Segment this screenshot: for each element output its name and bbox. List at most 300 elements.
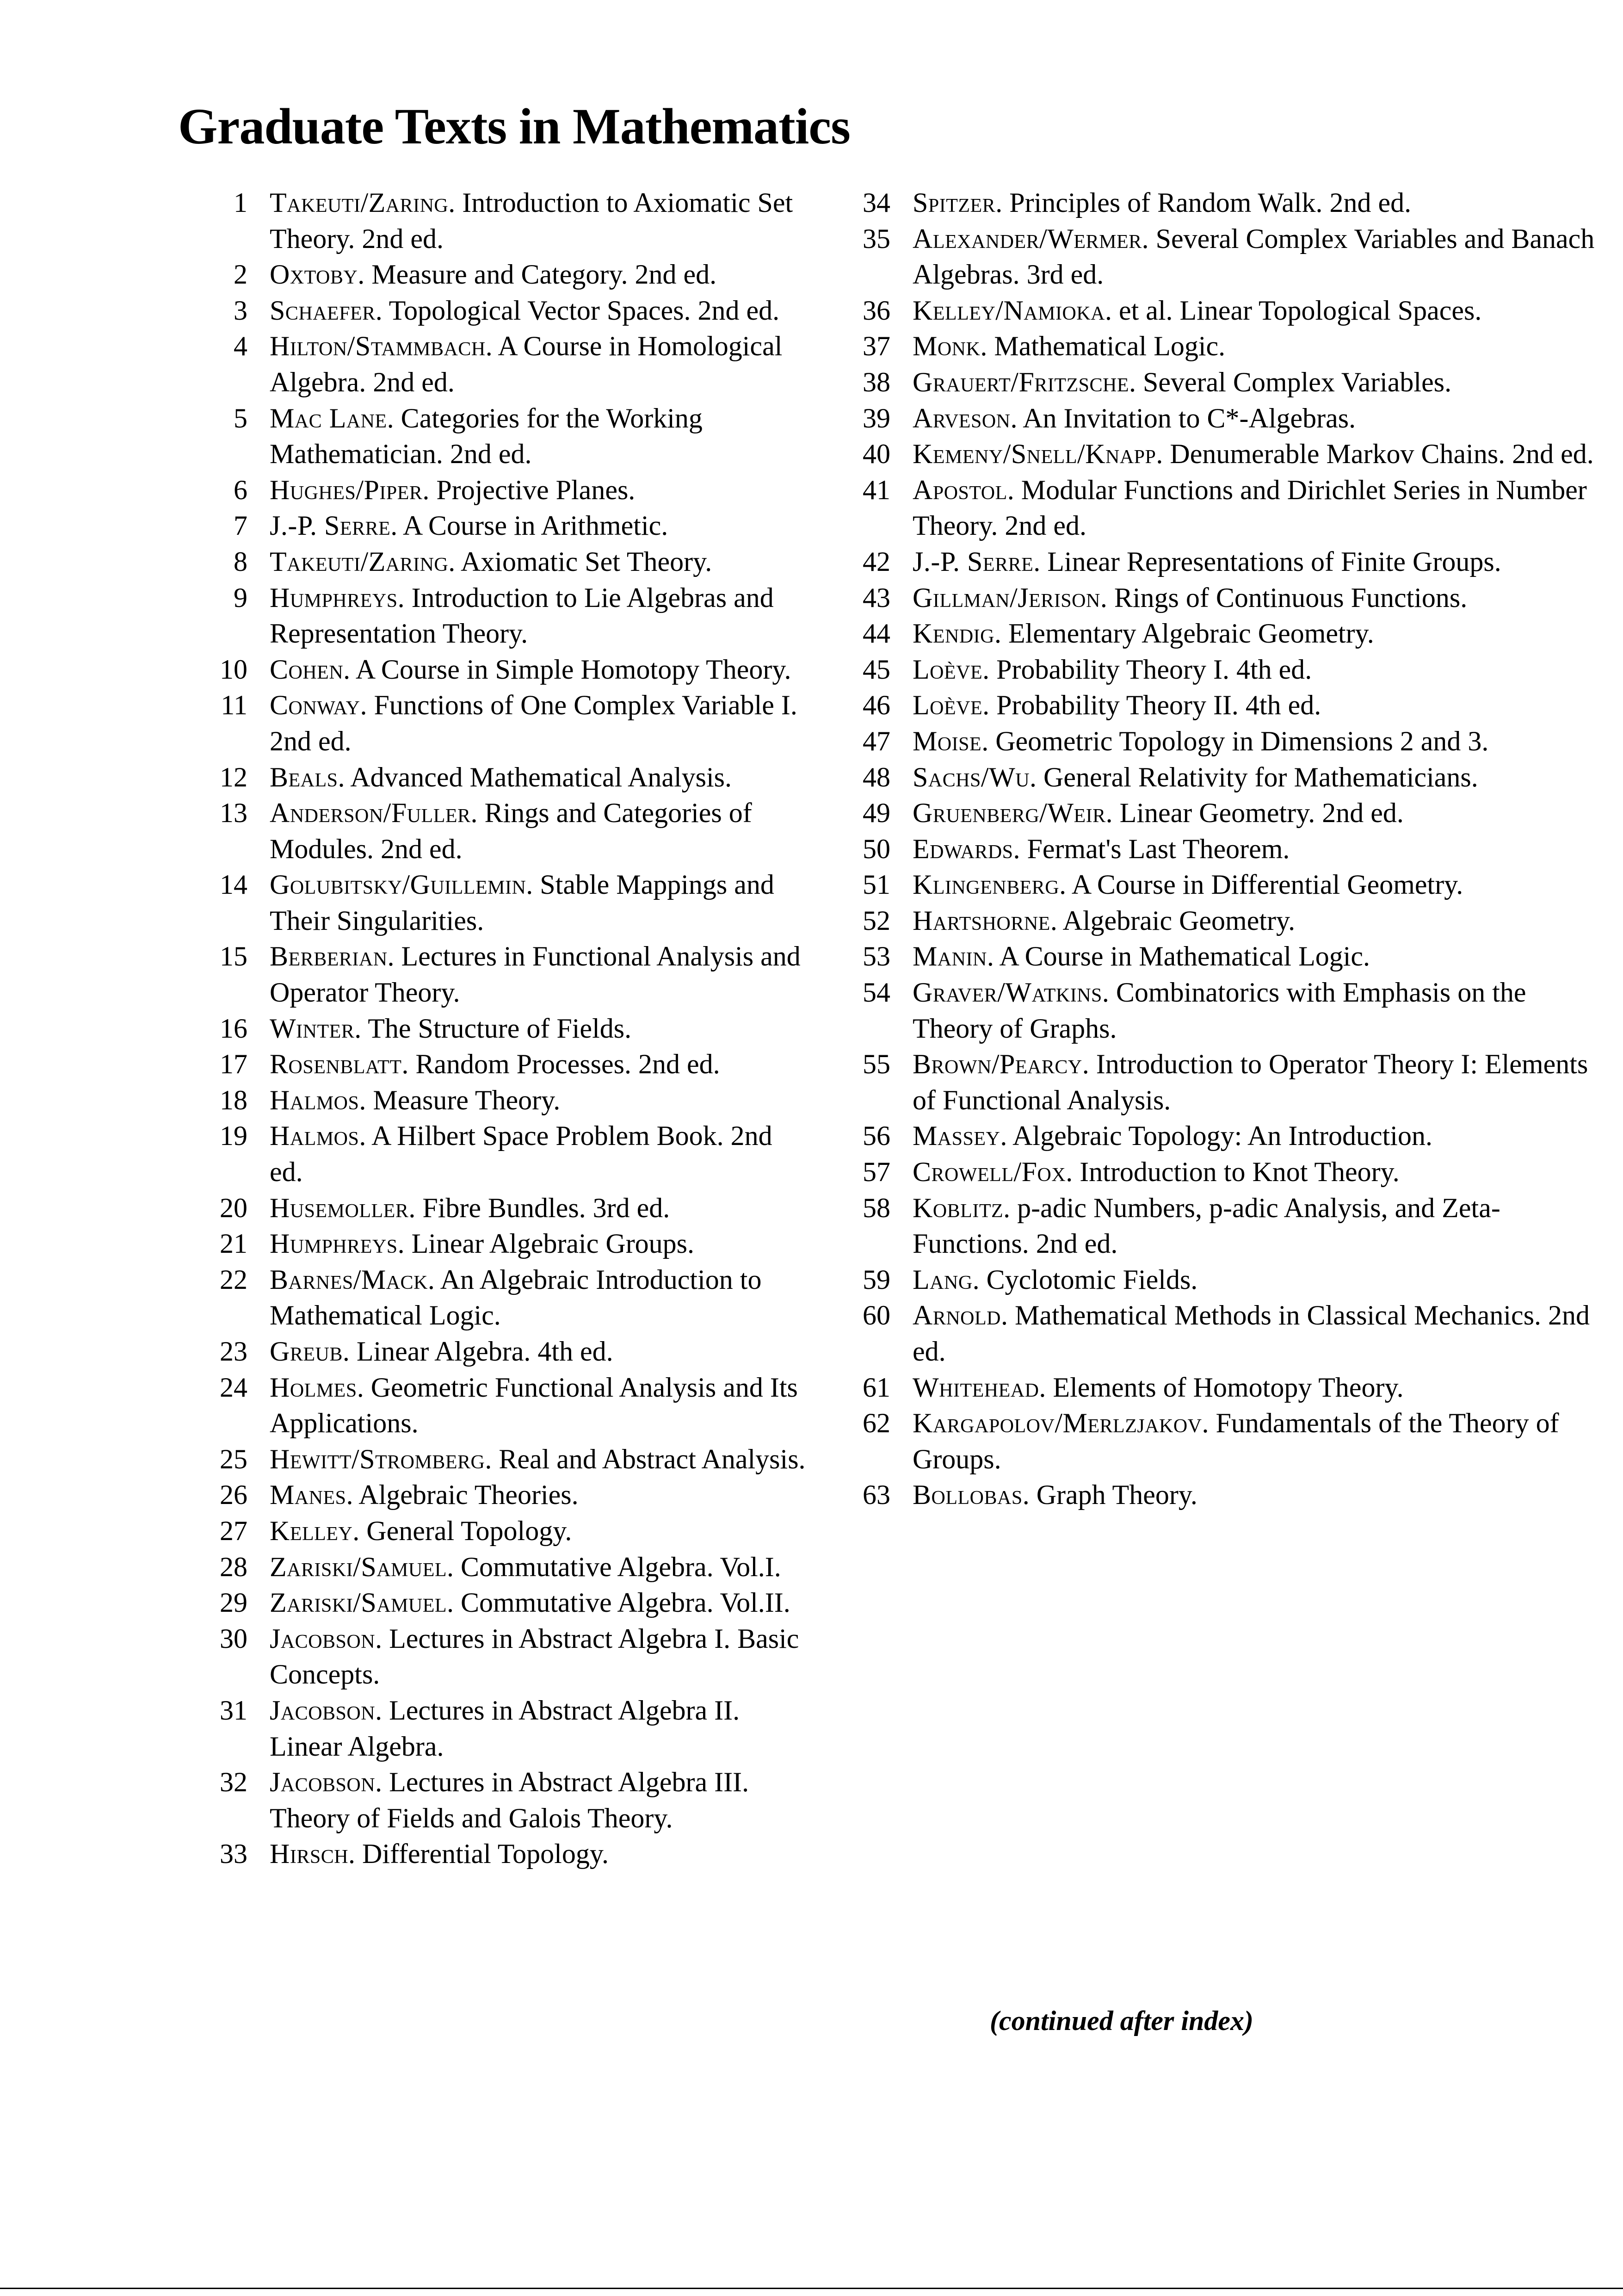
volume-number: 40 xyxy=(863,439,890,470)
book-title: Probability Theory II. 4th ed. xyxy=(996,690,1321,721)
list-item xyxy=(835,652,1603,688)
book-author: Kendig xyxy=(913,618,994,649)
volume-number: 53 xyxy=(863,941,890,972)
volume-number: 12 xyxy=(220,761,247,792)
author-separator: . xyxy=(348,1838,363,1869)
list-item xyxy=(835,1405,1603,1477)
list-item xyxy=(835,1190,1603,1262)
volume-number: 8 xyxy=(234,546,247,577)
list-item xyxy=(835,939,1603,975)
book-author: Humphreys xyxy=(270,582,398,613)
author-separator: . xyxy=(1039,1372,1053,1403)
book-title: Stable Mappings and Their Singularities. xyxy=(270,869,774,936)
book-author: Arnold xyxy=(913,1300,1001,1331)
volume-number: 19 xyxy=(220,1120,247,1151)
book-entry xyxy=(913,1046,1603,1118)
book-entry xyxy=(270,1226,807,1262)
volume-number: 30 xyxy=(220,1623,247,1654)
book-title: Principles of Random Walk. 2nd ed. xyxy=(1009,187,1412,218)
list-item xyxy=(192,1621,807,1693)
book-author: Anderson/Fuller xyxy=(270,798,471,829)
list-item xyxy=(835,185,1603,221)
book-title: General Topology. xyxy=(366,1515,572,1546)
volume-number: 58 xyxy=(863,1192,890,1223)
book-author: Jacobson xyxy=(270,1767,376,1798)
book-entry xyxy=(270,1836,807,1872)
volume-number: 32 xyxy=(220,1767,247,1798)
volume-number: 7 xyxy=(234,510,247,541)
book-author: Klingenberg xyxy=(913,869,1060,900)
volume-number: 52 xyxy=(863,905,890,936)
author-separator: . xyxy=(1202,1408,1216,1439)
book-author: Schaefer xyxy=(270,295,376,326)
book-entry xyxy=(270,1621,807,1693)
list-item xyxy=(192,687,807,759)
volume-number: 36 xyxy=(863,295,890,326)
book-title: Lectures in Abstract Algebra III. Theory of Fields and Galois Theory. xyxy=(270,1767,749,1833)
book-entry xyxy=(913,544,1603,580)
author-separator: . xyxy=(994,618,1008,649)
author-separator: . xyxy=(346,1479,359,1510)
book-entry xyxy=(913,760,1603,796)
author-separator: . xyxy=(447,1551,461,1582)
list-item xyxy=(192,939,807,1010)
volume-number: 39 xyxy=(863,402,890,433)
book-author: Halmos xyxy=(270,1084,359,1115)
volume-number: 13 xyxy=(220,798,247,829)
author-separator: . xyxy=(1142,223,1156,254)
book-entry xyxy=(913,221,1603,293)
volume-number: 38 xyxy=(863,366,890,397)
list-item xyxy=(192,580,807,652)
author-separator: . xyxy=(1102,977,1116,1008)
list-item xyxy=(835,903,1603,939)
author-separator: . xyxy=(1066,1157,1080,1188)
list-item xyxy=(192,1836,807,1872)
author-separator: . xyxy=(357,1372,371,1403)
volume-number: 10 xyxy=(220,654,247,685)
book-title: Cyclotomic Fields. xyxy=(986,1264,1198,1295)
list-item xyxy=(835,760,1603,796)
book-title: Elements of Homotopy Theory. xyxy=(1053,1372,1404,1403)
book-author: Koblitz xyxy=(913,1192,1004,1223)
author-separator: . xyxy=(387,402,401,433)
book-author: Hartshorne xyxy=(913,905,1050,936)
list-item xyxy=(192,795,807,867)
volume-number: 51 xyxy=(863,869,890,900)
book-author: Arveson xyxy=(913,402,1011,433)
book-author: Takeuti/Zaring xyxy=(270,546,449,577)
volume-number: 26 xyxy=(220,1479,247,1510)
book-author: Loève xyxy=(913,654,983,685)
book-title: Functions of One Complex Variable I. 2nd ed. xyxy=(270,690,797,756)
book-title: An Algebraic Introduction to Mathematical Logic. xyxy=(270,1264,762,1331)
list-item xyxy=(835,472,1603,544)
list-item xyxy=(835,365,1603,401)
book-author: Golubitsky/Guillemin xyxy=(270,869,526,900)
book-entry xyxy=(913,1370,1603,1406)
book-entry xyxy=(270,1442,807,1478)
book-entry xyxy=(270,1513,807,1549)
book-title: Fibre Bundles. 3rd ed. xyxy=(422,1192,670,1223)
book-title: Introduction to Knot Theory. xyxy=(1080,1157,1400,1188)
book-title: Axiomatic Set Theory. xyxy=(460,546,712,577)
book-title: An Invitation to C*-Algebras. xyxy=(1023,402,1356,433)
book-entry xyxy=(913,365,1603,401)
author-separator: . xyxy=(390,510,403,541)
book-author: Halmos xyxy=(270,1120,359,1151)
author-separator: . xyxy=(338,761,351,792)
author-separator: . xyxy=(526,869,540,900)
book-entry xyxy=(913,1477,1603,1513)
volume-number: 56 xyxy=(863,1120,890,1151)
book-entry xyxy=(913,1154,1603,1190)
volume-number: 33 xyxy=(220,1838,247,1869)
book-author: Cohen xyxy=(270,654,344,685)
author-separator: . xyxy=(1007,474,1021,505)
volume-number: 55 xyxy=(863,1049,890,1080)
book-entry xyxy=(270,1764,807,1836)
list-item xyxy=(835,1262,1603,1298)
volume-number: 41 xyxy=(863,474,890,505)
list-item xyxy=(192,1190,807,1226)
author-separator: . xyxy=(1033,546,1048,577)
list-item xyxy=(192,1442,807,1478)
volume-number: 54 xyxy=(863,977,890,1008)
book-entry xyxy=(913,328,1603,365)
list-item xyxy=(192,1477,807,1513)
author-separator: . xyxy=(470,798,485,829)
author-separator: . xyxy=(980,331,994,362)
book-entry xyxy=(913,687,1603,724)
list-item xyxy=(192,293,807,329)
book-title: A Course in Simple Homotopy Theory. xyxy=(355,654,791,685)
author-separator: . xyxy=(358,259,372,290)
list-item xyxy=(835,1477,1603,1513)
book-title: Combinatorics with Emphasis on the Theory of Graphs. xyxy=(913,977,1526,1044)
list-item xyxy=(192,1549,807,1585)
book-title: Linear Algebra. 4th ed. xyxy=(356,1336,613,1367)
author-separator: . xyxy=(987,941,1000,972)
author-separator: . xyxy=(397,582,412,613)
volume-number: 24 xyxy=(220,1372,247,1403)
book-entry xyxy=(270,687,807,759)
book-title: Linear Geometry. 2nd ed. xyxy=(1119,798,1404,829)
book-author: Whitehead xyxy=(913,1372,1039,1403)
list-item xyxy=(835,544,1603,580)
list-item xyxy=(835,328,1603,365)
list-item xyxy=(192,1011,807,1047)
author-separator: . xyxy=(972,1264,987,1295)
book-entry xyxy=(270,1262,807,1334)
volume-number: 14 xyxy=(220,869,247,900)
book-entry xyxy=(270,867,807,939)
author-separator: . xyxy=(352,1515,367,1546)
volume-number: 44 xyxy=(863,618,890,649)
book-title: A Course in Arithmetic. xyxy=(402,510,668,541)
book-entry xyxy=(270,293,807,329)
book-author: Humphreys xyxy=(270,1228,398,1259)
book-entry xyxy=(913,401,1603,437)
book-title: Lectures in Functional Analysis and Operator Theory. xyxy=(270,941,801,1008)
volume-number: 31 xyxy=(220,1695,247,1726)
book-entry xyxy=(270,1370,807,1442)
author-separator: . xyxy=(375,295,389,326)
book-entry xyxy=(270,472,807,508)
book-title: The Structure of Fields. xyxy=(368,1013,632,1044)
book-title: Commutative Algebra. Vol.II. xyxy=(461,1587,790,1618)
list-item xyxy=(192,760,807,796)
book-title: Differential Topology. xyxy=(362,1838,609,1869)
author-separator: . xyxy=(1082,1049,1096,1080)
list-item xyxy=(835,975,1603,1046)
list-item xyxy=(835,1154,1603,1190)
book-title: Lectures in Abstract Algebra I. Basic Concepts. xyxy=(270,1623,799,1690)
book-title: General Relativity for Mathematicians. xyxy=(1043,761,1478,792)
book-author: Loève xyxy=(913,690,983,721)
book-entry xyxy=(913,472,1603,544)
author-separator: . xyxy=(360,690,374,721)
book-author: Gruenberg/Weir xyxy=(913,798,1106,829)
volume-number: 42 xyxy=(863,546,890,577)
list-item xyxy=(835,401,1603,437)
author-separator: . xyxy=(1013,833,1027,864)
list-item xyxy=(192,544,807,580)
book-entry xyxy=(913,795,1603,831)
book-title: Elementary Algebraic Geometry. xyxy=(1008,618,1374,649)
list-item xyxy=(192,185,807,257)
list-item xyxy=(192,508,807,544)
author-separator: . xyxy=(375,1695,389,1726)
book-title: Topological Vector Spaces. 2nd ed. xyxy=(389,295,780,326)
book-entry xyxy=(270,939,807,1010)
book-title: Commutative Algebra. Vol.I. xyxy=(461,1551,781,1582)
list-item xyxy=(835,867,1603,903)
book-entry xyxy=(270,795,807,867)
book-title: Advanced Mathematical Analysis. xyxy=(350,761,732,792)
book-title: et al. Linear Topological Spaces. xyxy=(1118,295,1482,326)
book-entry xyxy=(270,580,807,652)
volume-number: 62 xyxy=(863,1408,890,1439)
book-entry xyxy=(270,1693,807,1764)
volume-number: 45 xyxy=(863,654,890,685)
book-author: Hewitt/Stromberg xyxy=(270,1443,485,1474)
list-item xyxy=(835,1298,1603,1369)
list-item xyxy=(835,436,1603,472)
book-author: Apostol xyxy=(913,474,1007,505)
list-item xyxy=(835,1046,1603,1118)
book-author: Hirsch xyxy=(270,1838,349,1869)
book-title: Algebraic Geometry. xyxy=(1062,905,1296,936)
volume-number: 35 xyxy=(863,223,890,254)
book-entry xyxy=(913,724,1603,760)
continued-note: (continued after index) xyxy=(990,2005,1253,2036)
book-entry xyxy=(270,1011,807,1047)
author-separator: . xyxy=(485,331,498,362)
book-author: Husemoller xyxy=(270,1192,409,1223)
volume-number: 60 xyxy=(863,1300,890,1331)
list-item xyxy=(192,1693,807,1764)
volume-number: 21 xyxy=(220,1228,247,1259)
list-item xyxy=(835,1370,1603,1406)
book-title: Mathematical Logic. xyxy=(994,331,1226,362)
list-item xyxy=(835,687,1603,724)
book-entry xyxy=(270,652,807,688)
author-separator: . xyxy=(408,1192,423,1223)
book-author: Jacobson xyxy=(270,1623,376,1654)
volume-number: 9 xyxy=(234,582,247,613)
volume-number: 17 xyxy=(220,1049,247,1080)
volume-number: 22 xyxy=(220,1264,247,1295)
book-author: Zariski/Samuel xyxy=(270,1587,447,1618)
book-title: Geometric Functional Analysis and Its Applications. xyxy=(270,1372,798,1439)
author-separator: . xyxy=(995,187,1010,218)
book-author: Jacobson xyxy=(270,1695,376,1726)
book-title: Mathematical Methods in Classical Mechanics. 2nd ed. xyxy=(913,1300,1590,1367)
list-item xyxy=(192,1046,807,1083)
author-separator: . xyxy=(354,1013,368,1044)
author-separator: . xyxy=(401,1049,416,1080)
book-title: Rings of Continuous Functions. xyxy=(1114,582,1468,613)
author-separator: . xyxy=(1010,402,1023,433)
book-entry xyxy=(913,293,1603,329)
author-separator: . xyxy=(387,941,401,972)
list-item xyxy=(192,1226,807,1262)
book-title: Projective Planes. xyxy=(436,474,636,505)
list-item xyxy=(835,616,1603,652)
book-entry xyxy=(913,185,1603,221)
volume-number: 34 xyxy=(863,187,890,218)
author-separator: . xyxy=(1003,1192,1018,1223)
author-separator: . xyxy=(1105,798,1120,829)
book-author: Conway xyxy=(270,690,360,721)
list-item xyxy=(835,293,1603,329)
book-title: Linear Representations of Finite Groups. xyxy=(1047,546,1501,577)
list-item xyxy=(192,472,807,508)
book-author: Rosenblatt xyxy=(270,1049,402,1080)
author-separator: . xyxy=(447,1587,461,1618)
book-entry xyxy=(270,544,807,580)
author-separator: . xyxy=(1022,1479,1037,1510)
book-title: Modular Functions and Dirichlet Series in Number Theory. 2nd ed. xyxy=(913,474,1587,541)
volume-number: 11 xyxy=(221,690,247,721)
author-separator: . xyxy=(448,187,463,218)
author-separator: . xyxy=(427,1264,440,1295)
book-author: Takeuti/Zaring xyxy=(270,187,449,218)
book-entry xyxy=(913,867,1603,903)
book-author: Manes xyxy=(270,1479,346,1510)
author-separator: . xyxy=(375,1623,389,1654)
author-separator: . xyxy=(485,1443,499,1474)
book-author: Kelley xyxy=(270,1515,353,1546)
book-entry xyxy=(270,508,807,544)
volume-number: 57 xyxy=(863,1157,890,1188)
volume-number: 6 xyxy=(234,474,247,505)
book-entry xyxy=(913,616,1603,652)
book-title: Introduction to Lie Algebras and Representation Theory. xyxy=(270,582,774,649)
book-author: Bollobas xyxy=(913,1479,1023,1510)
author-separator: . xyxy=(343,654,356,685)
book-entry xyxy=(270,1334,807,1370)
author-separator: . xyxy=(1050,905,1063,936)
author-separator: . xyxy=(342,1336,357,1367)
book-author: Kargapolov/Merlzjakov xyxy=(913,1408,1202,1439)
series-list-right xyxy=(835,185,1603,1513)
list-item xyxy=(192,1764,807,1836)
book-author: Holmes xyxy=(270,1372,357,1403)
author-separator: . xyxy=(1156,439,1170,470)
book-title: A Hilbert Space Problem Book. 2nd ed. xyxy=(270,1120,772,1188)
book-entry xyxy=(270,257,807,293)
list-item xyxy=(835,795,1603,831)
list-item xyxy=(192,1118,807,1190)
book-entry xyxy=(270,401,807,472)
book-entry xyxy=(270,1046,807,1083)
book-author: Lang xyxy=(913,1264,973,1295)
book-author: Crowell/Fox xyxy=(913,1157,1066,1188)
book-author: Brown/Pearcy xyxy=(913,1049,1082,1080)
book-author: Kemeny/Snell/Knapp xyxy=(913,439,1156,470)
book-entry xyxy=(913,1405,1603,1477)
book-author: Berberian xyxy=(270,941,388,972)
volume-number: 48 xyxy=(863,761,890,792)
list-item xyxy=(192,1513,807,1549)
author-separator: . xyxy=(1000,1120,1013,1151)
list-item xyxy=(835,580,1603,616)
volume-number: 47 xyxy=(863,725,890,756)
volume-number: 59 xyxy=(863,1264,890,1295)
book-entry xyxy=(913,1298,1603,1369)
book-title: Probability Theory I. 4th ed. xyxy=(996,654,1312,685)
list-item xyxy=(192,1585,807,1621)
list-item xyxy=(192,652,807,688)
volume-number: 37 xyxy=(863,331,890,362)
book-author: Winter xyxy=(270,1013,355,1044)
list-item xyxy=(835,221,1603,293)
author-separator: . xyxy=(448,546,461,577)
book-author: Gillman/Jerison xyxy=(913,582,1100,613)
book-author: Monk xyxy=(913,331,981,362)
volume-number: 2 xyxy=(234,259,247,290)
volume-number: 43 xyxy=(863,582,890,613)
book-entry xyxy=(913,831,1603,867)
list-item xyxy=(835,724,1603,760)
book-entry xyxy=(913,903,1603,939)
volume-number: 27 xyxy=(220,1515,247,1546)
book-title: p-adic Numbers, p-adic Analysis, and Zeta-Functions. 2nd ed. xyxy=(913,1192,1500,1259)
author-separator: . xyxy=(1100,582,1114,613)
book-title: Graph Theory. xyxy=(1036,1479,1197,1510)
volume-number: 18 xyxy=(220,1084,247,1115)
book-entry xyxy=(270,185,807,257)
book-author: Hughes/Piper xyxy=(270,474,423,505)
book-entry xyxy=(270,1585,807,1621)
book-entry xyxy=(270,1190,807,1226)
book-entry xyxy=(913,1118,1603,1154)
book-title: Categories for the Working Mathematician. 2nd ed. xyxy=(270,402,703,470)
book-title: Algebraic Theories. xyxy=(358,1479,579,1510)
series-list-left xyxy=(192,185,807,1872)
book-entry xyxy=(270,328,807,400)
volume-number: 5 xyxy=(234,402,247,433)
author-separator: . xyxy=(1105,295,1119,326)
book-title: Linear Algebraic Groups. xyxy=(411,1228,695,1259)
book-author: Edwards xyxy=(913,833,1013,864)
author-separator: . xyxy=(1030,761,1044,792)
author-separator: . xyxy=(375,1767,389,1798)
book-author: Zariski/Samuel xyxy=(270,1551,447,1582)
book-title: Introduction to Operator Theory I: Elements of Functional Analysis. xyxy=(913,1049,1588,1115)
